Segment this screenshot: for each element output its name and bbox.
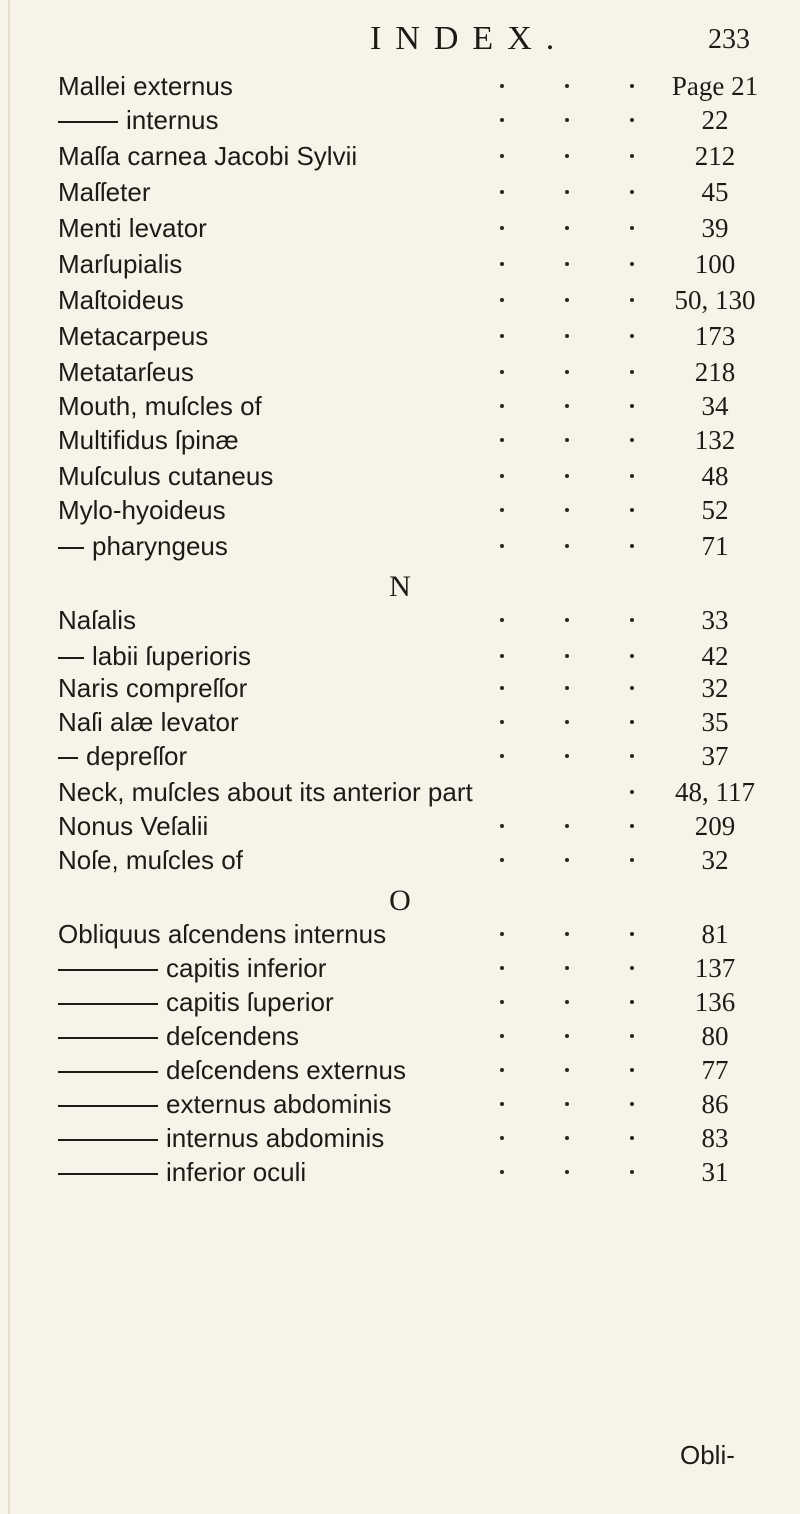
entry-term-text: labii ſuperioris <box>92 641 251 671</box>
index-entry <box>0 844 800 876</box>
index-entry <box>0 952 800 984</box>
entry-page: 32 <box>701 673 729 703</box>
entry-page: 33 <box>701 605 729 635</box>
leader-dots <box>440 530 650 562</box>
entry-page: 218 <box>694 357 736 387</box>
entry-term-text: Naſi alæ levator <box>58 707 239 737</box>
entry-term-text: deſcendens externus <box>166 1055 406 1085</box>
entry-term <box>58 1122 384 1154</box>
entry-page: 136 <box>694 987 736 1017</box>
index-entry <box>0 810 800 842</box>
leader-dots <box>440 424 650 456</box>
entry-page: 32 <box>701 845 729 875</box>
entry-term <box>58 212 207 244</box>
index-entry <box>0 356 800 388</box>
entry-page: 212 <box>694 141 736 171</box>
entry-page: 209 <box>694 811 736 841</box>
leader-dots <box>440 356 650 388</box>
ditto-dash <box>58 1003 158 1005</box>
ditto-dash <box>58 657 84 659</box>
entry-term-text: Obliquus aſcendens internus <box>58 919 387 949</box>
entry-term <box>58 640 251 672</box>
entry-page: 48, 117 <box>675 777 755 807</box>
entry-term-text: Naris compreſſor <box>58 673 248 703</box>
index-entry <box>0 1122 800 1154</box>
entry-term <box>58 530 228 562</box>
entry-page: 71 <box>701 531 729 561</box>
entry-page: 42 <box>701 641 729 671</box>
entry-term-text: depreſſor <box>86 741 188 771</box>
entry-page: 86 <box>701 1089 729 1119</box>
index-entry <box>0 1156 800 1188</box>
catchword: Obli- <box>680 1440 735 1470</box>
index-entry <box>0 70 800 102</box>
leader-dots <box>440 740 650 772</box>
entry-term <box>58 140 357 172</box>
leader-dots <box>440 212 650 244</box>
entry-term <box>58 104 219 136</box>
entry-term-text: deſcendens <box>166 1021 299 1051</box>
entry-page: 137 <box>694 953 736 983</box>
leader-dots <box>440 1156 650 1188</box>
ditto-dash <box>58 1105 158 1107</box>
entry-term <box>58 1088 391 1120</box>
leader-dots <box>440 604 650 636</box>
entry-term-text: Nonus Veſalii <box>58 811 209 841</box>
entry-term-text: pharyngeus <box>92 531 228 561</box>
entry-term <box>58 390 262 422</box>
leader-dots <box>440 494 650 526</box>
section-letter: N <box>389 570 411 603</box>
page-title: INDEX. <box>370 20 569 57</box>
ditto-dash <box>58 1139 158 1141</box>
entry-term <box>58 248 182 280</box>
entry-page: 80 <box>701 1021 729 1051</box>
leader-dots <box>440 1020 650 1052</box>
leader-dots <box>440 1054 650 1086</box>
leader-dots <box>440 706 650 738</box>
entry-page: Page 21 <box>671 71 759 101</box>
entry-page: 45 <box>701 177 729 207</box>
ditto-dash <box>58 757 78 759</box>
leader-dots <box>440 986 650 1018</box>
index-entry <box>0 248 800 280</box>
entry-page: 31 <box>701 1157 729 1187</box>
leader-dots <box>440 810 650 842</box>
ditto-dash <box>58 1037 158 1039</box>
page-number: 233 <box>708 24 750 55</box>
entry-page: 52 <box>701 495 729 525</box>
entry-term-text: Neck, muſcles about its anterior part <box>58 777 473 807</box>
entry-page: 39 <box>701 213 729 243</box>
leader-dots <box>440 104 650 136</box>
entry-page: 77 <box>701 1055 729 1085</box>
entry-term <box>58 740 187 772</box>
ditto-dash <box>58 547 84 549</box>
leader-dots <box>440 140 650 172</box>
ditto-dash <box>58 121 118 123</box>
entry-term <box>58 918 386 950</box>
index-entry <box>0 104 800 136</box>
index-entry <box>0 740 800 772</box>
leader-dots <box>440 640 650 672</box>
entry-term <box>58 1054 406 1086</box>
entry-page: 132 <box>694 425 736 455</box>
entry-term <box>58 176 150 208</box>
entry-term <box>58 424 239 456</box>
entry-term <box>58 706 239 738</box>
entry-page: 22 <box>701 105 729 135</box>
index-entry <box>0 390 800 422</box>
entry-term <box>58 460 273 492</box>
entry-term <box>58 776 473 808</box>
entry-term-text: internus abdominis <box>166 1123 385 1153</box>
entry-page: 100 <box>694 249 736 279</box>
leader-dots <box>440 952 650 984</box>
entry-term <box>58 1156 306 1188</box>
index-entry <box>0 1020 800 1052</box>
index-entry <box>0 284 800 316</box>
entry-term <box>58 284 184 316</box>
entry-page: 48 <box>701 461 729 491</box>
entry-term-text: Maſſeter <box>58 177 151 207</box>
leader-dots <box>440 390 650 422</box>
entry-term <box>58 494 226 526</box>
entry-term-text: capitis inferior <box>166 953 327 983</box>
leader-dots <box>440 320 650 352</box>
entry-term-text: Noſe, muſcles of <box>58 845 243 875</box>
entry-term <box>58 810 208 842</box>
section-letter: O <box>389 884 411 917</box>
leader-dots <box>440 776 650 808</box>
index-entry <box>0 706 800 738</box>
entry-term <box>58 672 247 704</box>
ditto-dash <box>58 969 158 971</box>
entry-page: 37 <box>701 741 729 771</box>
entry-term-text: Mouth, muſcles of <box>58 391 262 421</box>
entry-term <box>58 320 208 352</box>
index-entry <box>0 918 800 950</box>
leader-dots <box>440 844 650 876</box>
entry-page: 50, 130 <box>674 285 756 315</box>
entry-term-text: Multifidus ſpinæ <box>58 425 239 455</box>
index-entry <box>0 176 800 208</box>
index-entry <box>0 604 800 636</box>
entry-term-text: capitis ſuperior <box>166 987 334 1017</box>
index-entry <box>0 1054 800 1086</box>
entry-term-text: externus abdominis <box>166 1089 392 1119</box>
entry-term-text: internus <box>126 105 219 135</box>
index-entry <box>0 640 800 672</box>
entry-term <box>58 1020 299 1052</box>
leader-dots <box>440 918 650 950</box>
entry-term-text: Marſupialis <box>58 249 183 279</box>
entry-term <box>58 356 194 388</box>
index-entry <box>0 494 800 526</box>
leader-dots <box>440 460 650 492</box>
index-entry <box>0 986 800 1018</box>
entry-term-text: Menti levator <box>58 213 207 243</box>
leader-dots <box>440 176 650 208</box>
index-entry <box>0 672 800 704</box>
index-entry <box>0 212 800 244</box>
entry-term <box>58 952 326 984</box>
leader-dots <box>440 1088 650 1120</box>
index-entry <box>0 530 800 562</box>
entry-page: 81 <box>701 919 729 949</box>
entry-page: 173 <box>694 321 736 351</box>
entry-term-text: Maſtoideus <box>58 285 184 315</box>
entry-term <box>58 604 136 636</box>
index-entry <box>0 1088 800 1120</box>
entry-term-text: inferior oculi <box>166 1157 307 1187</box>
index-entry <box>0 320 800 352</box>
ditto-dash <box>58 1173 158 1175</box>
entry-page: 83 <box>701 1123 729 1153</box>
index-entry <box>0 424 800 456</box>
entry-term-text: Mylo-hyoideus <box>58 495 226 525</box>
page-header <box>0 20 800 60</box>
leader-dots <box>440 70 650 102</box>
index-entry <box>0 140 800 172</box>
entry-page: 35 <box>701 707 729 737</box>
index-entry <box>0 460 800 492</box>
entry-term-text: Muſculus cutaneus <box>58 461 274 491</box>
leader-dots <box>440 672 650 704</box>
leader-dots <box>440 248 650 280</box>
entry-term-text: Naſalis <box>58 605 137 635</box>
index-entry <box>0 776 800 808</box>
entry-term-text: Metacarpeus <box>58 321 209 351</box>
entry-page: 34 <box>701 391 729 421</box>
entry-term <box>58 844 243 876</box>
entry-term-text: Mallei externus <box>58 71 233 101</box>
entry-term-text: Maſſa carnea Jacobi Sylvii <box>58 141 358 171</box>
entry-term <box>58 986 334 1018</box>
entry-term <box>58 70 233 102</box>
leader-dots <box>440 284 650 316</box>
ditto-dash <box>58 1071 158 1073</box>
leader-dots <box>440 1122 650 1154</box>
entry-term-text: Metatarſeus <box>58 357 194 387</box>
